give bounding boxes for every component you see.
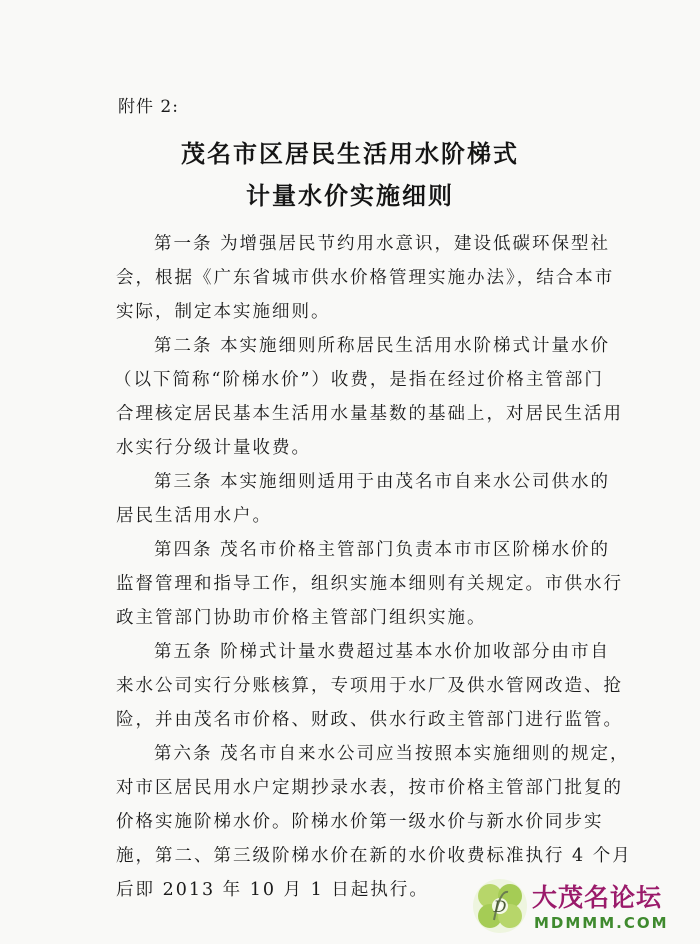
body-line: 水实行分级计量收费。: [116, 438, 311, 458]
body-line: 第四条 茂名市价格主管部门负责本市市区阶梯水价的: [154, 540, 611, 560]
body-line: 第五条 阶梯式计量水费超过基本水价加收部分由市自: [154, 642, 611, 662]
body-line: 对市区居民用水户定期抄录水表，按市价格主管部门批复的: [116, 778, 623, 798]
watermark-name-en: MDMMM.COM: [534, 914, 669, 932]
body-line: 施，第二、第三级阶梯水价在新的水价收费标准执行 4 个月: [116, 846, 632, 866]
body-line: 险，并由茂名市价格、财政、供水行政主管部门进行监管。: [116, 710, 623, 730]
body-line: 第三条 本实施细则适用于由茂名市自来水公司供水的: [154, 472, 611, 492]
document-title-line-2: 计量水价实施细则: [246, 182, 454, 210]
attachment-label: 附件 2:: [118, 97, 179, 117]
body-line: 会，根据《广东省城市供水价格管理实施办法》，结合本市: [116, 268, 615, 288]
body-line: 实际，制定本实施细则。: [116, 302, 331, 322]
body-line: 后即 2013 年 10 月 1 日起执行。: [116, 880, 429, 900]
body-line: 监督管理和指导工作，组织实施本细则有关规定。市供水行: [116, 574, 623, 594]
body-line: 政主管部门协助市价格主管部门组织实施。: [116, 608, 487, 628]
body-line: 价格实施阶梯水价。阶梯水价第一级水价与新水价同步实: [116, 812, 604, 832]
watermark-logo: [470, 876, 695, 940]
svg-text:D: D: [493, 897, 507, 916]
body-line: 来水公司实行分账核算，专项用于水厂及供水管网改造、抢: [116, 676, 623, 696]
body-line: 第六条 茂名市自来水公司应当按照本实施细则的规定，: [154, 744, 630, 764]
clover-logo-icon: [470, 876, 530, 936]
watermark-name-cn: 大茂名论坛: [532, 883, 663, 912]
document-title-line-1: 茂名市区居民生活用水阶梯式: [181, 140, 519, 168]
body-line: 第二条 本实施细则所称居民生活用水阶梯式计量水价: [154, 336, 611, 356]
body-line: 居民生活用水户。: [116, 506, 272, 526]
body-line: 合理核定居民基本生活用水量基数的基础上，对居民生活用: [116, 404, 623, 424]
body-line: 第一条 为增强居民节约用水意识，建设低碳环保型社: [154, 234, 611, 254]
body-line: （以下简称“阶梯水价”）收费，是指在经过价格主管部门: [114, 370, 604, 390]
